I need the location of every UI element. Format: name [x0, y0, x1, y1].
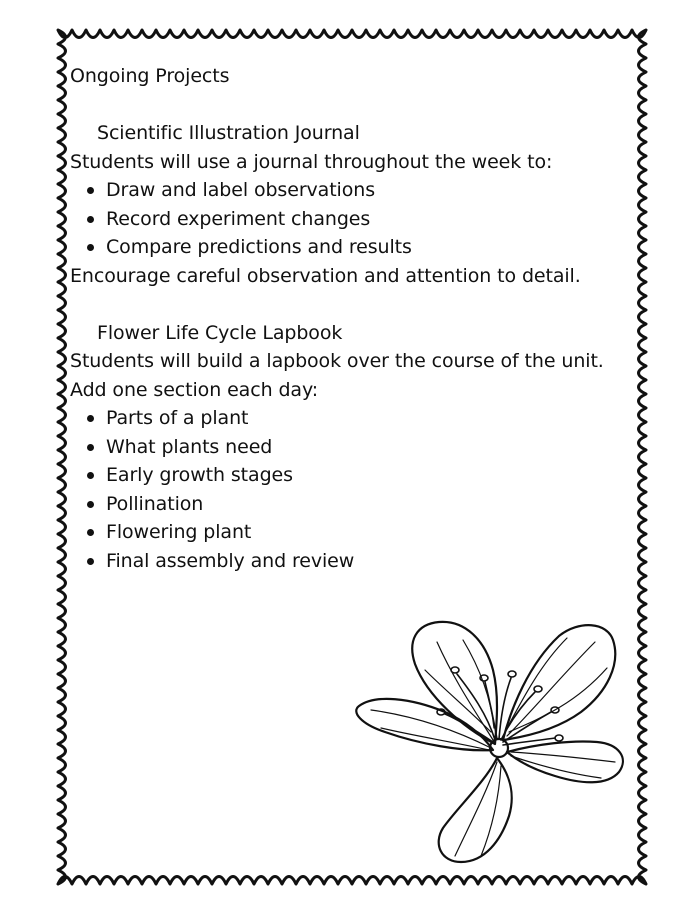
list-item-text: Early growth stages — [106, 464, 293, 486]
list-item-text: Final assembly and review — [106, 549, 355, 572]
bullet-icon — [87, 187, 94, 194]
list-item — [70, 233, 640, 262]
list-item — [70, 518, 640, 547]
list-item-text: Compare predictions and results — [106, 236, 412, 258]
list-item — [70, 404, 640, 433]
project-intro: Add one section each day: — [70, 378, 319, 401]
list-item — [70, 490, 640, 519]
bullet-icon — [87, 244, 94, 251]
bullet-list — [70, 176, 640, 262]
list-item — [70, 205, 640, 234]
list-item-text: Flowering plant — [106, 521, 252, 543]
list-item — [70, 176, 640, 205]
bullet-icon — [87, 472, 94, 479]
page-content — [70, 62, 640, 575]
list-item — [70, 461, 640, 490]
project-scientific-illustration-journal — [70, 119, 640, 290]
list-item — [70, 433, 640, 462]
bullet-icon — [87, 529, 94, 536]
petal-vein — [463, 640, 494, 728]
page-title: Ongoing Projects — [70, 65, 230, 87]
petal-vein — [509, 668, 607, 732]
bullet-list — [70, 404, 640, 575]
petal-vein — [455, 762, 497, 856]
project-flower-life-cycle-lapbook — [70, 319, 640, 576]
bullet-icon — [87, 216, 94, 223]
list-item — [70, 547, 640, 576]
bullet-icon — [87, 558, 94, 565]
list-item-text: Parts of a plant — [106, 407, 249, 429]
list-item-text: Pollination — [106, 492, 204, 515]
project-title: Flower Life Cycle Lapbook — [97, 321, 343, 344]
list-item-text: What plants need — [106, 435, 273, 458]
flower-icon — [345, 612, 630, 870]
bullet-icon — [87, 501, 94, 508]
list-item-text: Draw and label observations — [106, 179, 376, 201]
project-title: Scientific Illustration Journal — [97, 122, 360, 144]
bullet-icon — [87, 415, 94, 422]
project-intro: Students will build a lapbook over the course of the unit. — [70, 350, 604, 372]
project-intro: Students will use a journal throughout the week to: — [70, 150, 553, 173]
project-note: Encourage careful observation and attention to detail. — [70, 264, 581, 287]
bullet-icon — [87, 444, 94, 451]
petal-outline — [507, 741, 623, 782]
list-item-text: Record experiment changes — [106, 207, 371, 230]
